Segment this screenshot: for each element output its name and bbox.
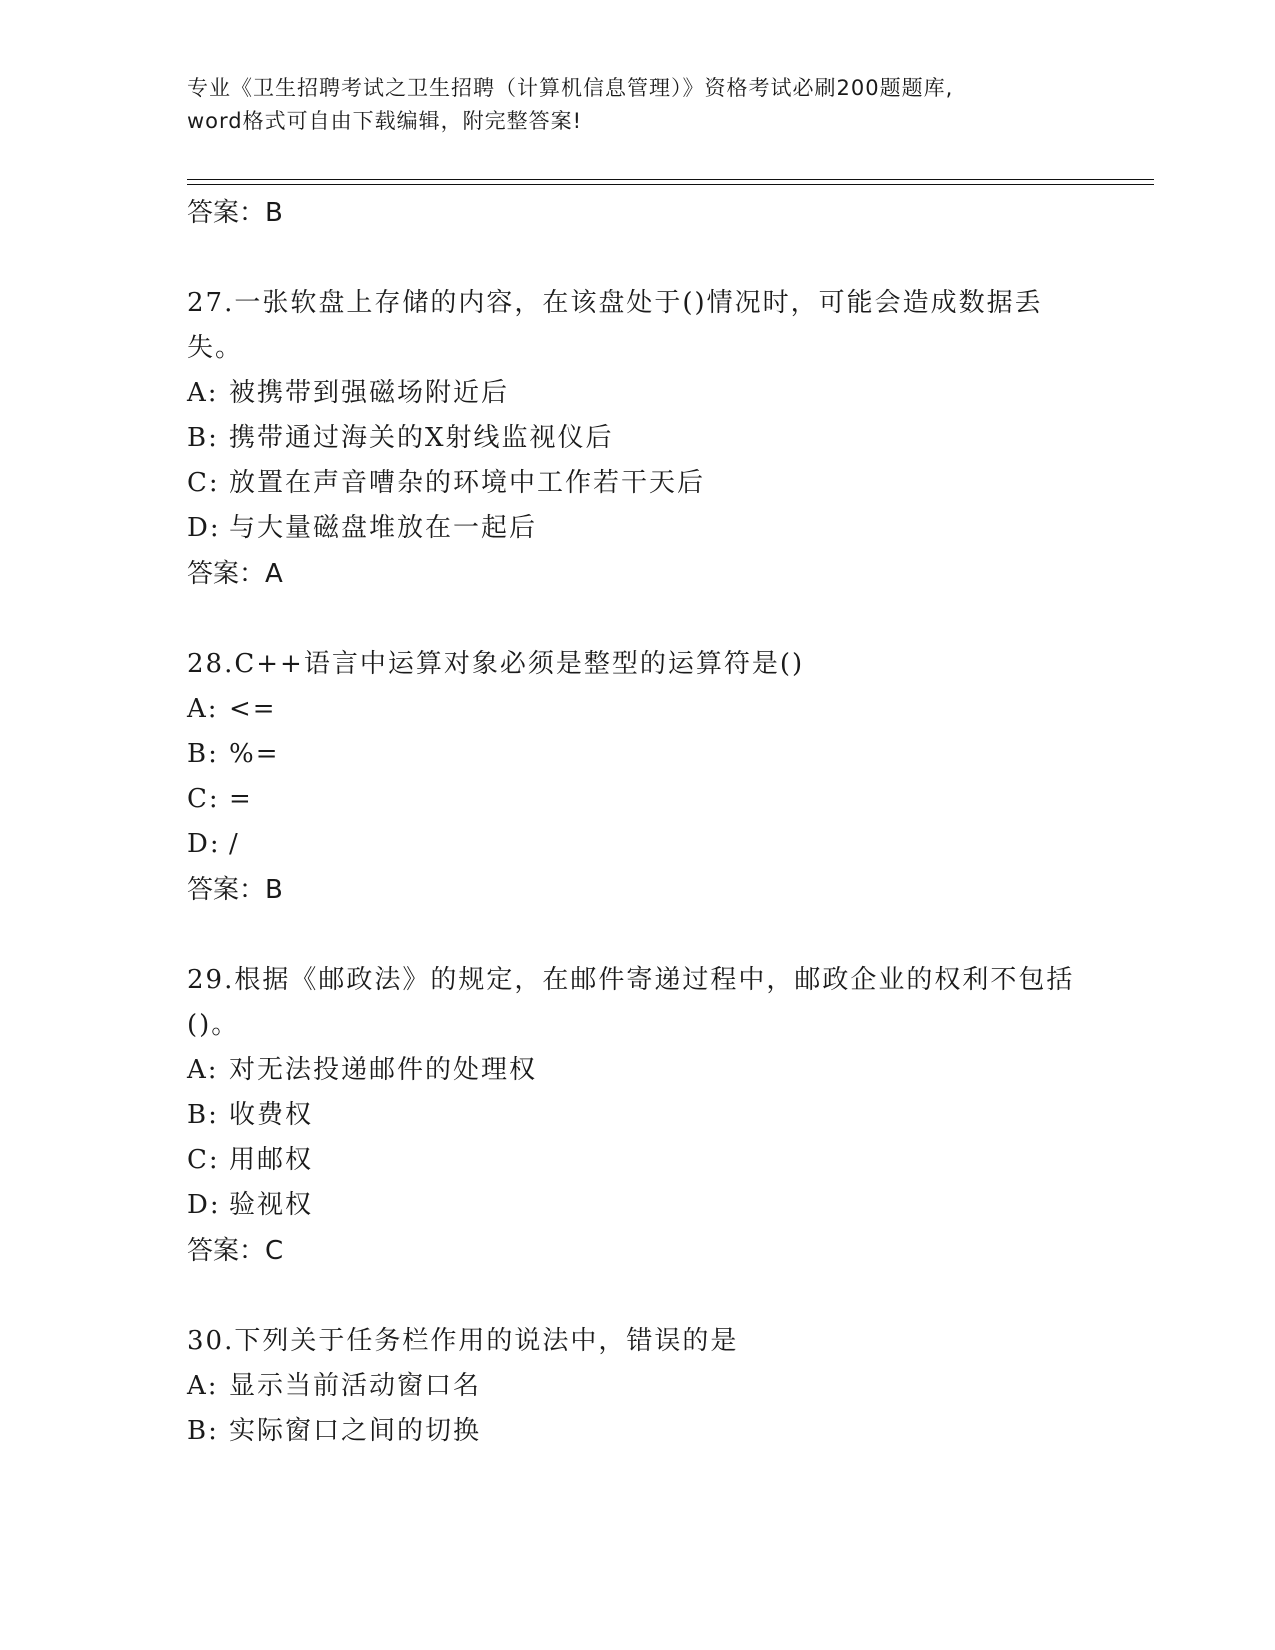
answer-line: 答案：C [187,1236,284,1266]
option-c [187,461,1087,506]
option-text: 显示当前活动窗口名 [229,1371,482,1401]
question-28 [187,642,1087,913]
option-letter: B: [187,423,219,453]
option-text: %= [229,739,280,769]
option-letter: D: [187,513,221,543]
header-rule-bottom [187,184,1154,185]
option-d [187,1183,1087,1228]
answer-line: 答案：A [187,559,283,589]
option-text: 实际窗口之间的切换 [229,1416,482,1446]
option-letter: B: [187,1100,219,1130]
option-text: = [229,784,253,814]
spacer [187,236,1087,281]
option-b [187,732,1087,777]
option-text: 用邮权 [229,1145,314,1175]
answer-line: 答案：B [187,875,283,905]
option-letter: D: [187,829,221,859]
option-letter: B: [187,739,219,769]
option-d [187,822,1087,867]
option-a [187,1048,1087,1093]
question-text: 27.一张软盘上存储的内容，在该盘处于()情况时，可能会造成数据丢失。 [187,288,1043,363]
spacer [187,1274,1087,1319]
header-line-2: word格式可自由下载编辑，附完整答案! [187,109,583,133]
option-a [187,1364,1087,1409]
question-29 [187,958,1087,1274]
spacer [187,913,1087,958]
option-letter: A: [187,378,219,408]
question-text: 28.C++语言中运算对象必须是整型的运算符是() [187,649,805,679]
question-30 [187,1319,1087,1454]
option-d [187,506,1087,551]
option-c [187,777,1087,822]
question-text: 29.根据《邮政法》的规定，在邮件寄递过程中，邮政企业的权利不包括()。 [187,965,1075,1040]
option-b [187,416,1087,461]
option-text: 与大量磁盘堆放在一起后 [229,513,538,543]
option-a [187,371,1087,416]
option-text: 放置在声音嘈杂的环境中工作若干天后 [229,468,706,498]
option-a [187,687,1087,732]
spacer [187,597,1087,642]
option-letter: A: [187,694,219,724]
option-letter: A: [187,1371,219,1401]
option-c [187,1138,1087,1183]
option-letter: C: [187,468,220,498]
document-content [187,190,1087,1454]
option-text: / [229,829,240,859]
option-letter: C: [187,1145,220,1175]
header-rule-top [187,179,1154,180]
option-text: 验视权 [229,1190,314,1220]
option-letter: A: [187,1055,219,1085]
answer-line: 答案：B [187,198,283,228]
option-letter: D: [187,1190,221,1220]
option-text: 携带通过海关的X射线监视仪后 [229,423,614,453]
option-text: 收费权 [229,1100,314,1130]
header-line-1: 专业《卫生招聘考试之卫生招聘（计算机信息管理）》资格考试必刷200题题库, [187,76,954,100]
option-letter: C: [187,784,220,814]
option-text: <= [229,694,277,724]
option-b [187,1409,1087,1454]
option-letter: B: [187,1416,219,1446]
question-text: 30.下列关于任务栏作用的说法中，错误的是 [187,1326,739,1356]
option-text: 被携带到强磁场附近后 [229,378,510,408]
question-27 [187,281,1087,597]
document-header [187,72,1087,138]
option-b [187,1093,1087,1138]
option-text: 对无法投递邮件的处理权 [229,1055,538,1085]
